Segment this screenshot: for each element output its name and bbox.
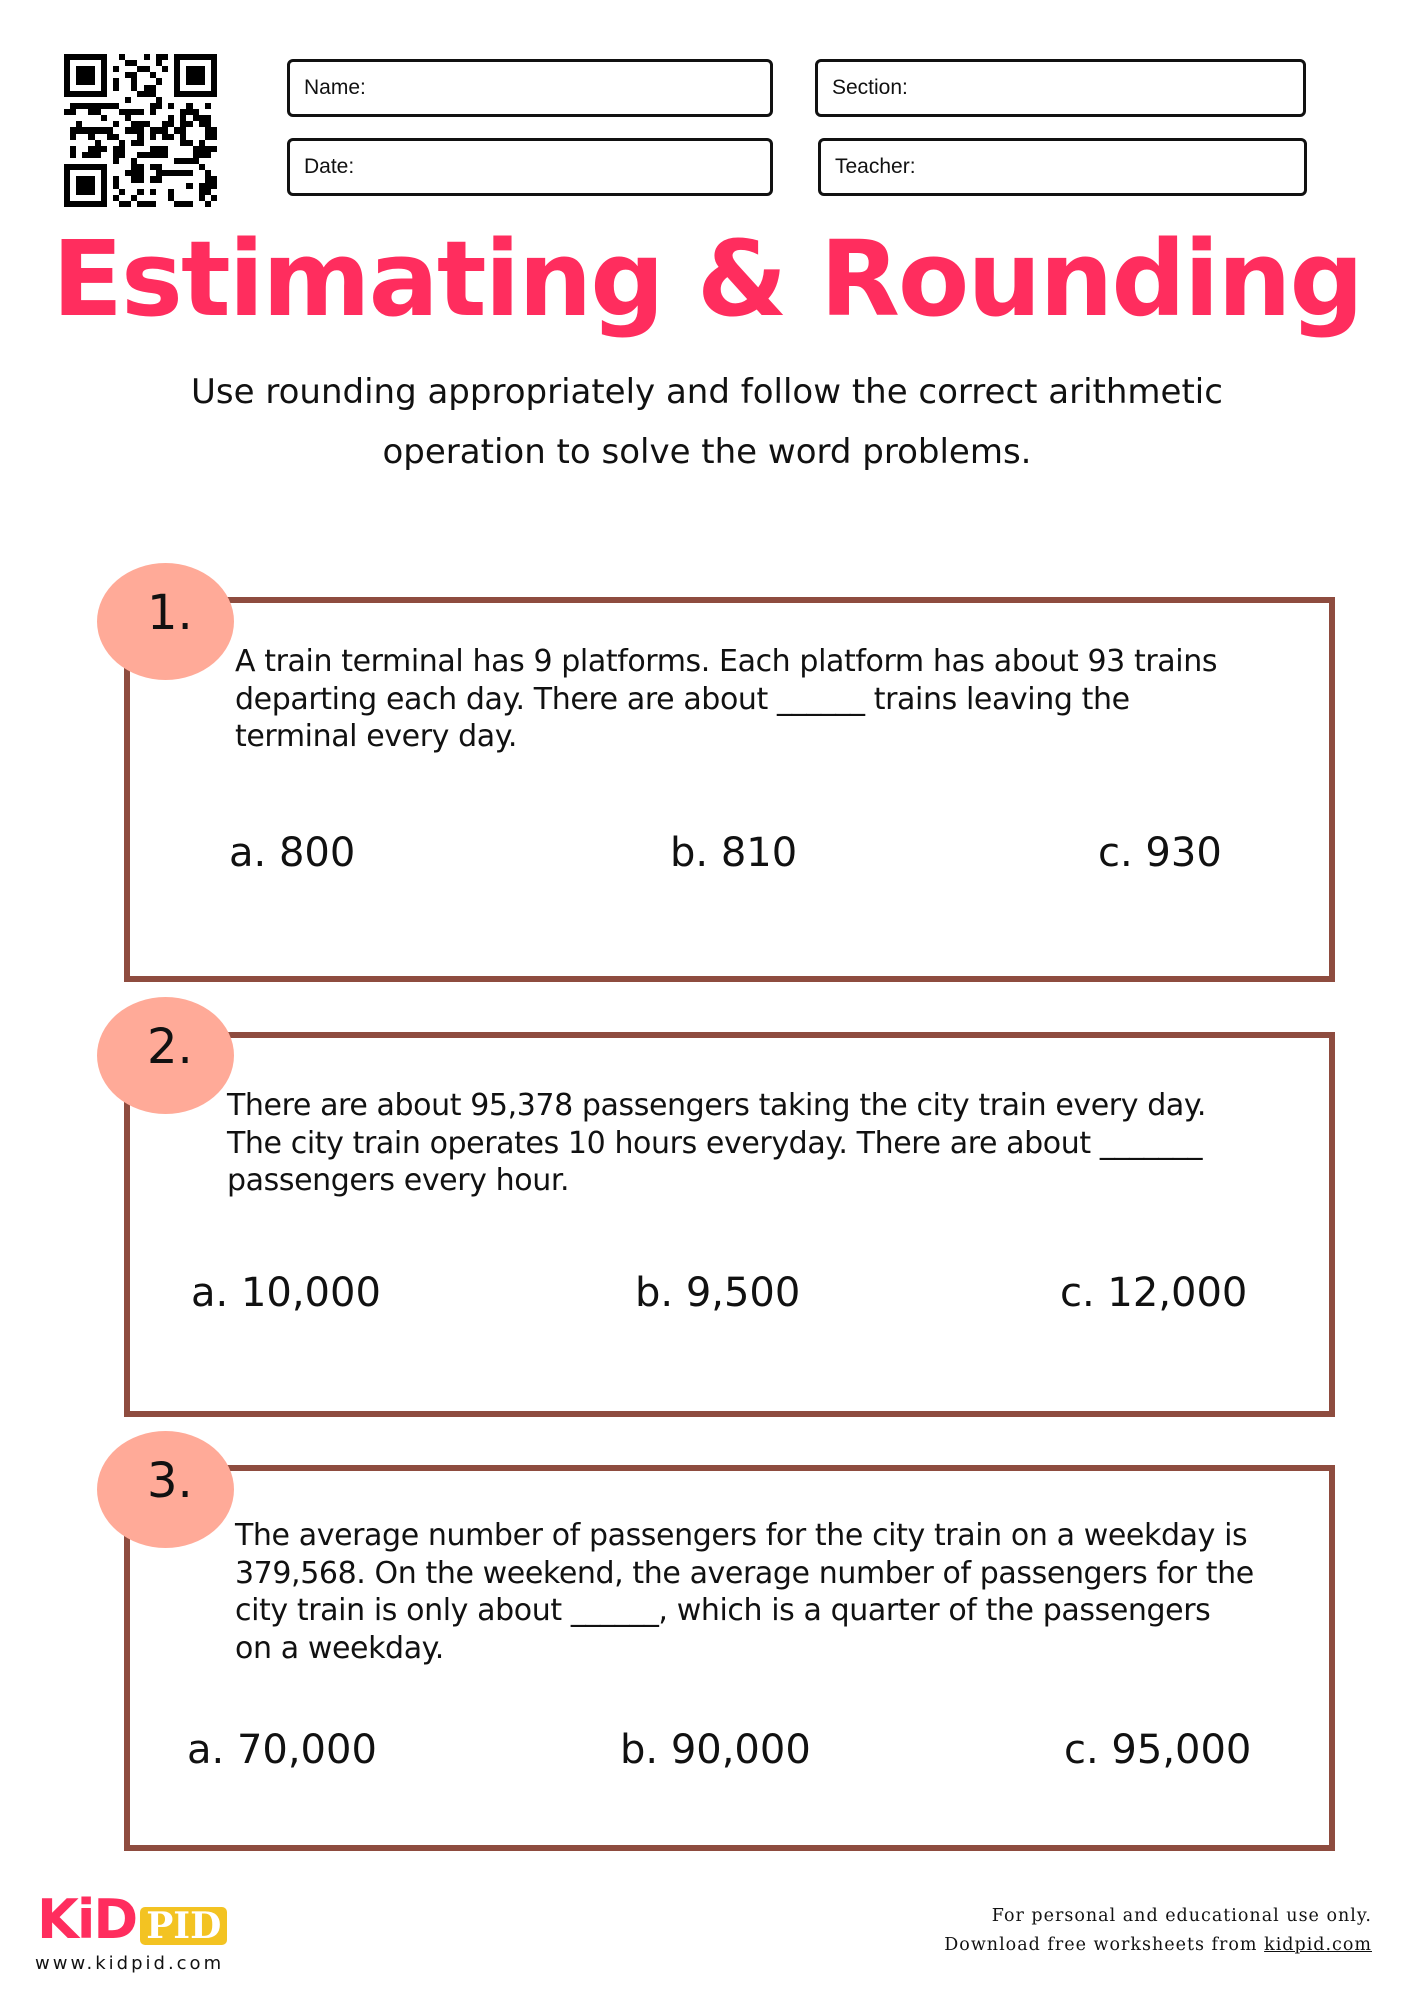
question-2-option-b[interactable]: b. 9,500 (635, 1270, 801, 1316)
footer-line-2-prefix: Download free worksheets from (944, 1935, 1265, 1955)
question-line: A train terminal has 9 platforms. Each platform has about 93 trains (235, 644, 1218, 679)
kidpid-logo[interactable] (37, 1888, 227, 1951)
qr-code-icon (64, 54, 217, 207)
question-line: on a weekday. (235, 1630, 444, 1666)
question-number: 2. (147, 1019, 193, 1075)
question-number-badge (97, 563, 234, 680)
question-number-badge (97, 1431, 234, 1548)
teacher-field[interactable] (818, 138, 1307, 196)
question-line: The average number of passengers for the city train on a weekday is (235, 1518, 1248, 1553)
question-1-option-b[interactable]: b. 810 (670, 830, 798, 876)
question-line: There are about 95,378 passengers taking the city train every day. (227, 1088, 1207, 1123)
name-field[interactable] (287, 59, 773, 117)
section-field[interactable] (815, 59, 1306, 117)
instructions-line: operation to solve the word problems. (382, 432, 1032, 472)
footer-note (944, 1902, 1372, 1960)
question-3-option-a[interactable]: a. 70,000 (187, 1727, 377, 1773)
question-1-option-a[interactable]: a. 800 (229, 830, 356, 876)
question-line: 379,568. On the weekend, the average number of passengers for the (235, 1555, 1254, 1591)
question-3-text (235, 1517, 1254, 1667)
question-1-text (235, 643, 1217, 756)
instructions-line: Use rounding appropriately and follow the correct arithmetic (191, 372, 1223, 412)
question-1-option-c[interactable]: c. 930 (1098, 830, 1222, 876)
question-2-option-c[interactable]: c. 12,000 (1060, 1270, 1248, 1316)
logo-url[interactable]: www.kidpid.com (35, 1953, 225, 1974)
logo-kid-text: KiD (37, 1888, 137, 1951)
question-2-option-a[interactable]: a. 10,000 (191, 1270, 381, 1316)
footer-line-1: For personal and educational use only. (991, 1906, 1372, 1926)
date-field[interactable] (287, 138, 773, 196)
question-3-option-c[interactable]: c. 95,000 (1064, 1727, 1252, 1773)
instructions (100, 362, 1314, 482)
question-number: 3. (147, 1453, 193, 1509)
footer-line-2 (944, 1931, 1372, 1960)
question-number-badge (97, 997, 234, 1114)
page-title: Estimating & Rounding (52, 218, 1362, 340)
question-line: departing each day. There are about ______ trains leaving the (235, 681, 1130, 717)
name-label: Name: (304, 76, 366, 99)
question-line: passengers every hour. (227, 1163, 570, 1198)
teacher-label: Teacher: (835, 155, 916, 178)
kidpid-link[interactable]: kidpid.com (1264, 1935, 1372, 1955)
question-line: city train is only about ______, which is a quarter of the passengers (235, 1593, 1211, 1628)
section-label: Section: (832, 76, 908, 99)
question-line: The city train operates 10 hours everyday. There are about _______ (227, 1125, 1203, 1161)
question-number: 1. (147, 585, 193, 641)
date-label: Date: (304, 155, 355, 178)
question-2-text (227, 1087, 1206, 1200)
question-3-option-b[interactable]: b. 90,000 (620, 1727, 811, 1773)
logo-pid-text: PID (140, 1907, 227, 1945)
question-line: terminal every day. (235, 719, 517, 754)
